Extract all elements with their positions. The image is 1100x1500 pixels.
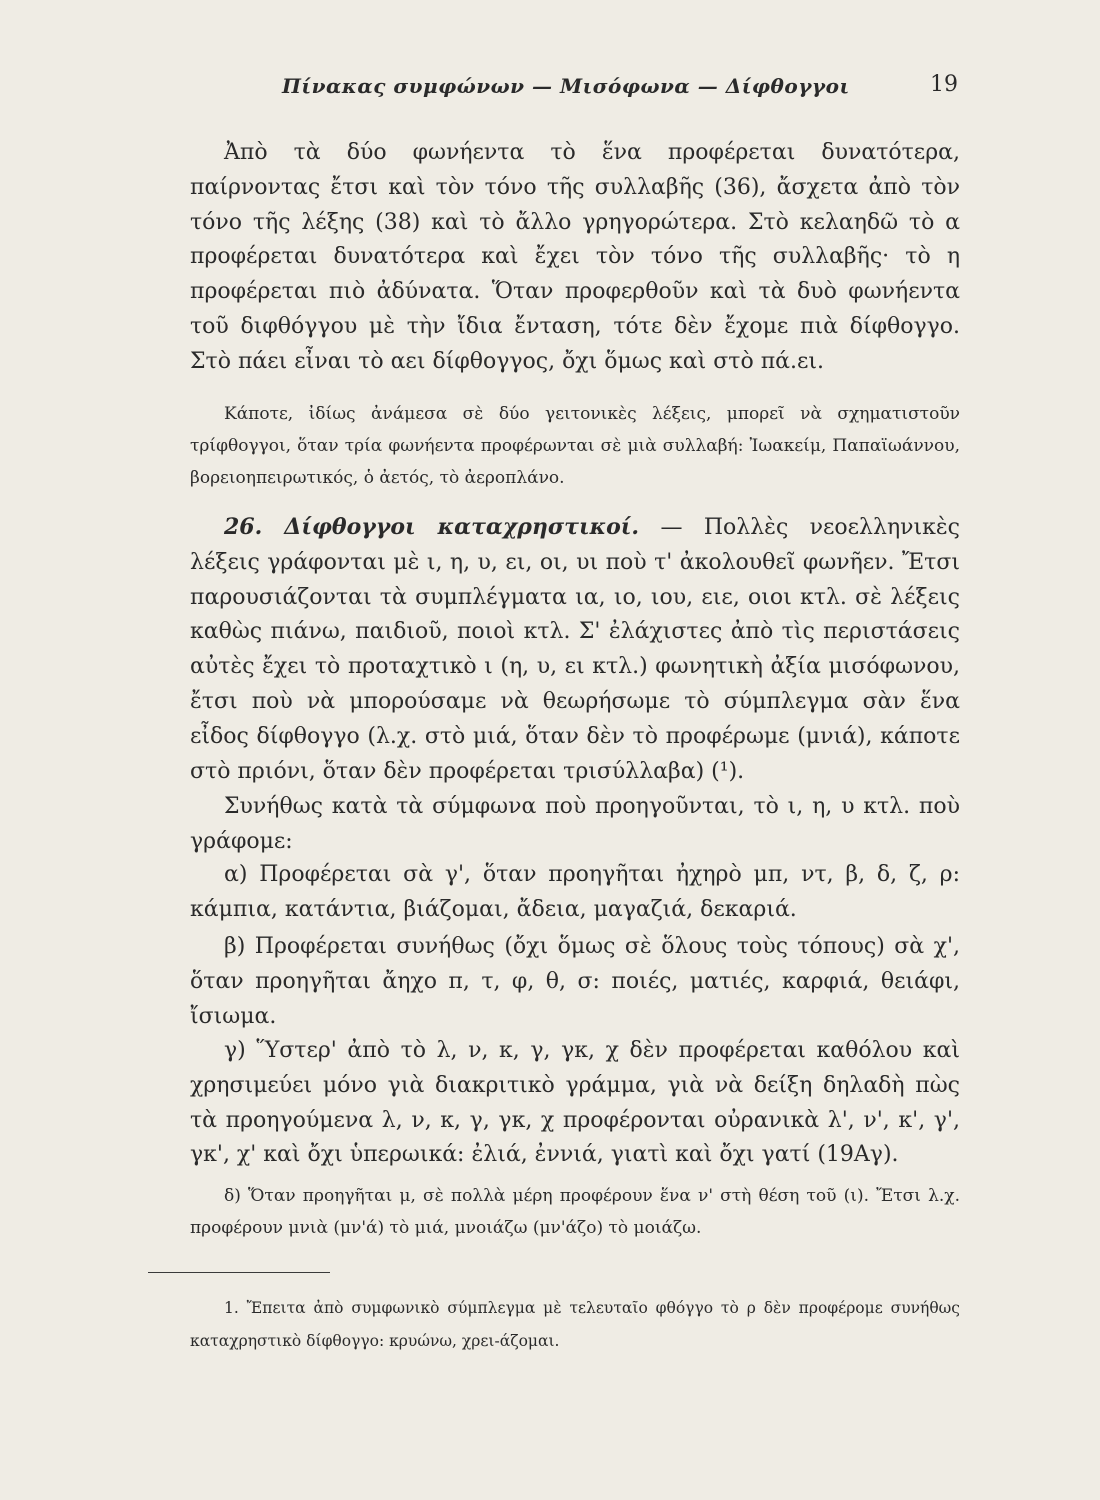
running-head: Πίνακας συμφώνων — Μισόφωνα — Δίφθογγοι bbox=[282, 74, 850, 98]
paragraph-text: δ) Ὅταν προηγῆται μ, σὲ πολλὰ μέρη προφέρουν ἕνα ν' στὴ θέση τοῦ (ι). Ἔτσι λ.χ. προφέρουν μνιὰ (μν'ά) τὸ μιά, μνοιάζω (μν'άζο) τὸ μοιάζω. bbox=[190, 1186, 960, 1238]
paragraph-text: Συνήθως κατὰ τὰ σύμφωνα ποὺ προηγοῦνται, τὸ ι, η, υ κτλ. ποὺ γράφομε: bbox=[190, 794, 960, 854]
footnote-text: 1. Ἔπειτα ἀπὸ συμφωνικὸ σύμπλεγμα μὲ τελευταῖο φθόγγο τὸ ρ δὲν προφέρομε συνήθως καταχρηστικὸ δίφθογγο: κρυώνω, χρει-άζομαι. bbox=[190, 1299, 960, 1350]
paragraph-text: Κάποτε, ἰδίως ἀνάμεσα σὲ δύο γειτονικὲς λέξεις, μπορεῖ νὰ σχηματιστοῦν τρίφθογγοι, ὅταν τρία φωνήεντα προφέρωνται σὲ μιὰ συλλαβή: Ἰωακείμ, Παπαϊωάννου, βορειοηπειρωτικός, ὁ ἀετός, τὸ ἀεροπλάνο. bbox=[190, 404, 960, 488]
paragraph-text: — Πολλὲς νεοελληνικὲς λέξεις γράφονται μὲ ι, η, υ, ει, οι, υι ποὺ τ' ἀκολουθεῖ φωνῆεν. Ἔτσι παρουσιάζονται τὰ συμπλέγματα ια, ιο, ιου, ειε, οιοι κτλ. σὲ λέξεις καθὼς πιάνω, παιδιοῦ, ποιοὶ κτλ. Σ' ἐλάχιστες ἀπὸ τὶς περιστάσεις αὐτὲς ἔχει τὸ προταχτικὸ ι (η, υ, ει κτλ.) φωνητικὴ ἀξία μισόφωνου, ἔτσι ποὺ νὰ μπορούσαμε νὰ θεωρήσωμε τὸ σύμπλεγμα σὰν ἕνα εἶδος δίφθογγο (λ.χ. στὸ μιά, ὅταν δὲν τὸ προφέρωμε (μνιά), κάποτε στὸ πριόνι, ὅταν δὲν προφέρεται τρισύλλαβα) (¹). bbox=[190, 515, 960, 784]
paragraph-text: α) Προφέρεται σὰ γ', ὅταν προηγῆται ἠχηρὸ μπ, ντ, β, δ, ζ, ρ: κάμπια, κατάντια, βιάζομαι, ἄδεια, μαγαζιά, δεκαριά. bbox=[190, 862, 960, 922]
case-d bbox=[190, 1180, 960, 1244]
paragraph-text: γ) Ὕστερ' ἀπὸ τὸ λ, ν, κ, γ, γκ, χ δὲν προφέρεται καθόλου καὶ χρησιμεύει μόνο γιὰ διακριτικὸ γράμμα, γιὰ νὰ δείξη δηλαδὴ πὼς τὰ προηγούμενα λ, ν, κ, γ, γκ, χ προφέρονται οὐρανικὰ λ', ν', κ', γ', γκ', χ' καὶ ὄχι ὑπερωικά: ἐλιά, ἐννιά, γιατὶ καὶ ὄχι γατί (19Αγ). bbox=[190, 1038, 960, 1168]
section-26-paragraph bbox=[190, 510, 960, 789]
paragraph-text: Ἀπὸ τὰ δύο φωνήεντα τὸ ἕνα προφέρεται δυνατότερα, παίρνοντας ἔτσι καὶ τὸν τόνο τῆς συλλαβῆς (36), ἄσχετα ἀπὸ τὸν τόνο τῆς λέξης (38) καὶ τὸ ἄλλο γρηγορώτερα. Στὸ κελαηδῶ τὸ α προφέρεται δυνατότερα καὶ ἔχει τὸν τόνο τῆς συλλαβῆς· τὸ η προφέρεται πιὸ ἀδύνατα. Ὅταν προφερθοῦν καὶ τὰ δυὸ φωνήεντα τοῦ διφθόγγου μὲ τὴν ἴδια ἔνταση, τότε δὲν ἔχομε πιὰ δίφθογγο. Στὸ πάει εἶναι τὸ αει δίφθογγος, ὄχι ὅμως καὶ στὸ πά.ει. bbox=[190, 140, 960, 374]
case-a bbox=[190, 858, 960, 928]
case-c bbox=[190, 1034, 960, 1173]
paragraph-triphthongs bbox=[190, 398, 960, 494]
paragraph-diphthong-stress bbox=[190, 136, 960, 380]
paragraph-text: β) Προφέρεται συνήθως (ὄχι ὅμως σὲ ὅλους τοὺς τόπους) σὰ χ', ὅταν προηγῆται ἄηχο π, τ, φ, θ, σ: ποιές, ματιές, καρφιά, θειάφι, ἴσιωμα. bbox=[190, 934, 960, 1029]
section-26 bbox=[190, 510, 960, 789]
page-number: 19 bbox=[930, 72, 958, 97]
case-b bbox=[190, 930, 960, 1034]
footnote bbox=[190, 1292, 960, 1358]
section-heading: 26. Δίφθογγοι καταχρηστικοί. bbox=[224, 514, 640, 540]
paragraph-intro-cases bbox=[190, 790, 960, 860]
footnote-divider bbox=[148, 1272, 330, 1273]
